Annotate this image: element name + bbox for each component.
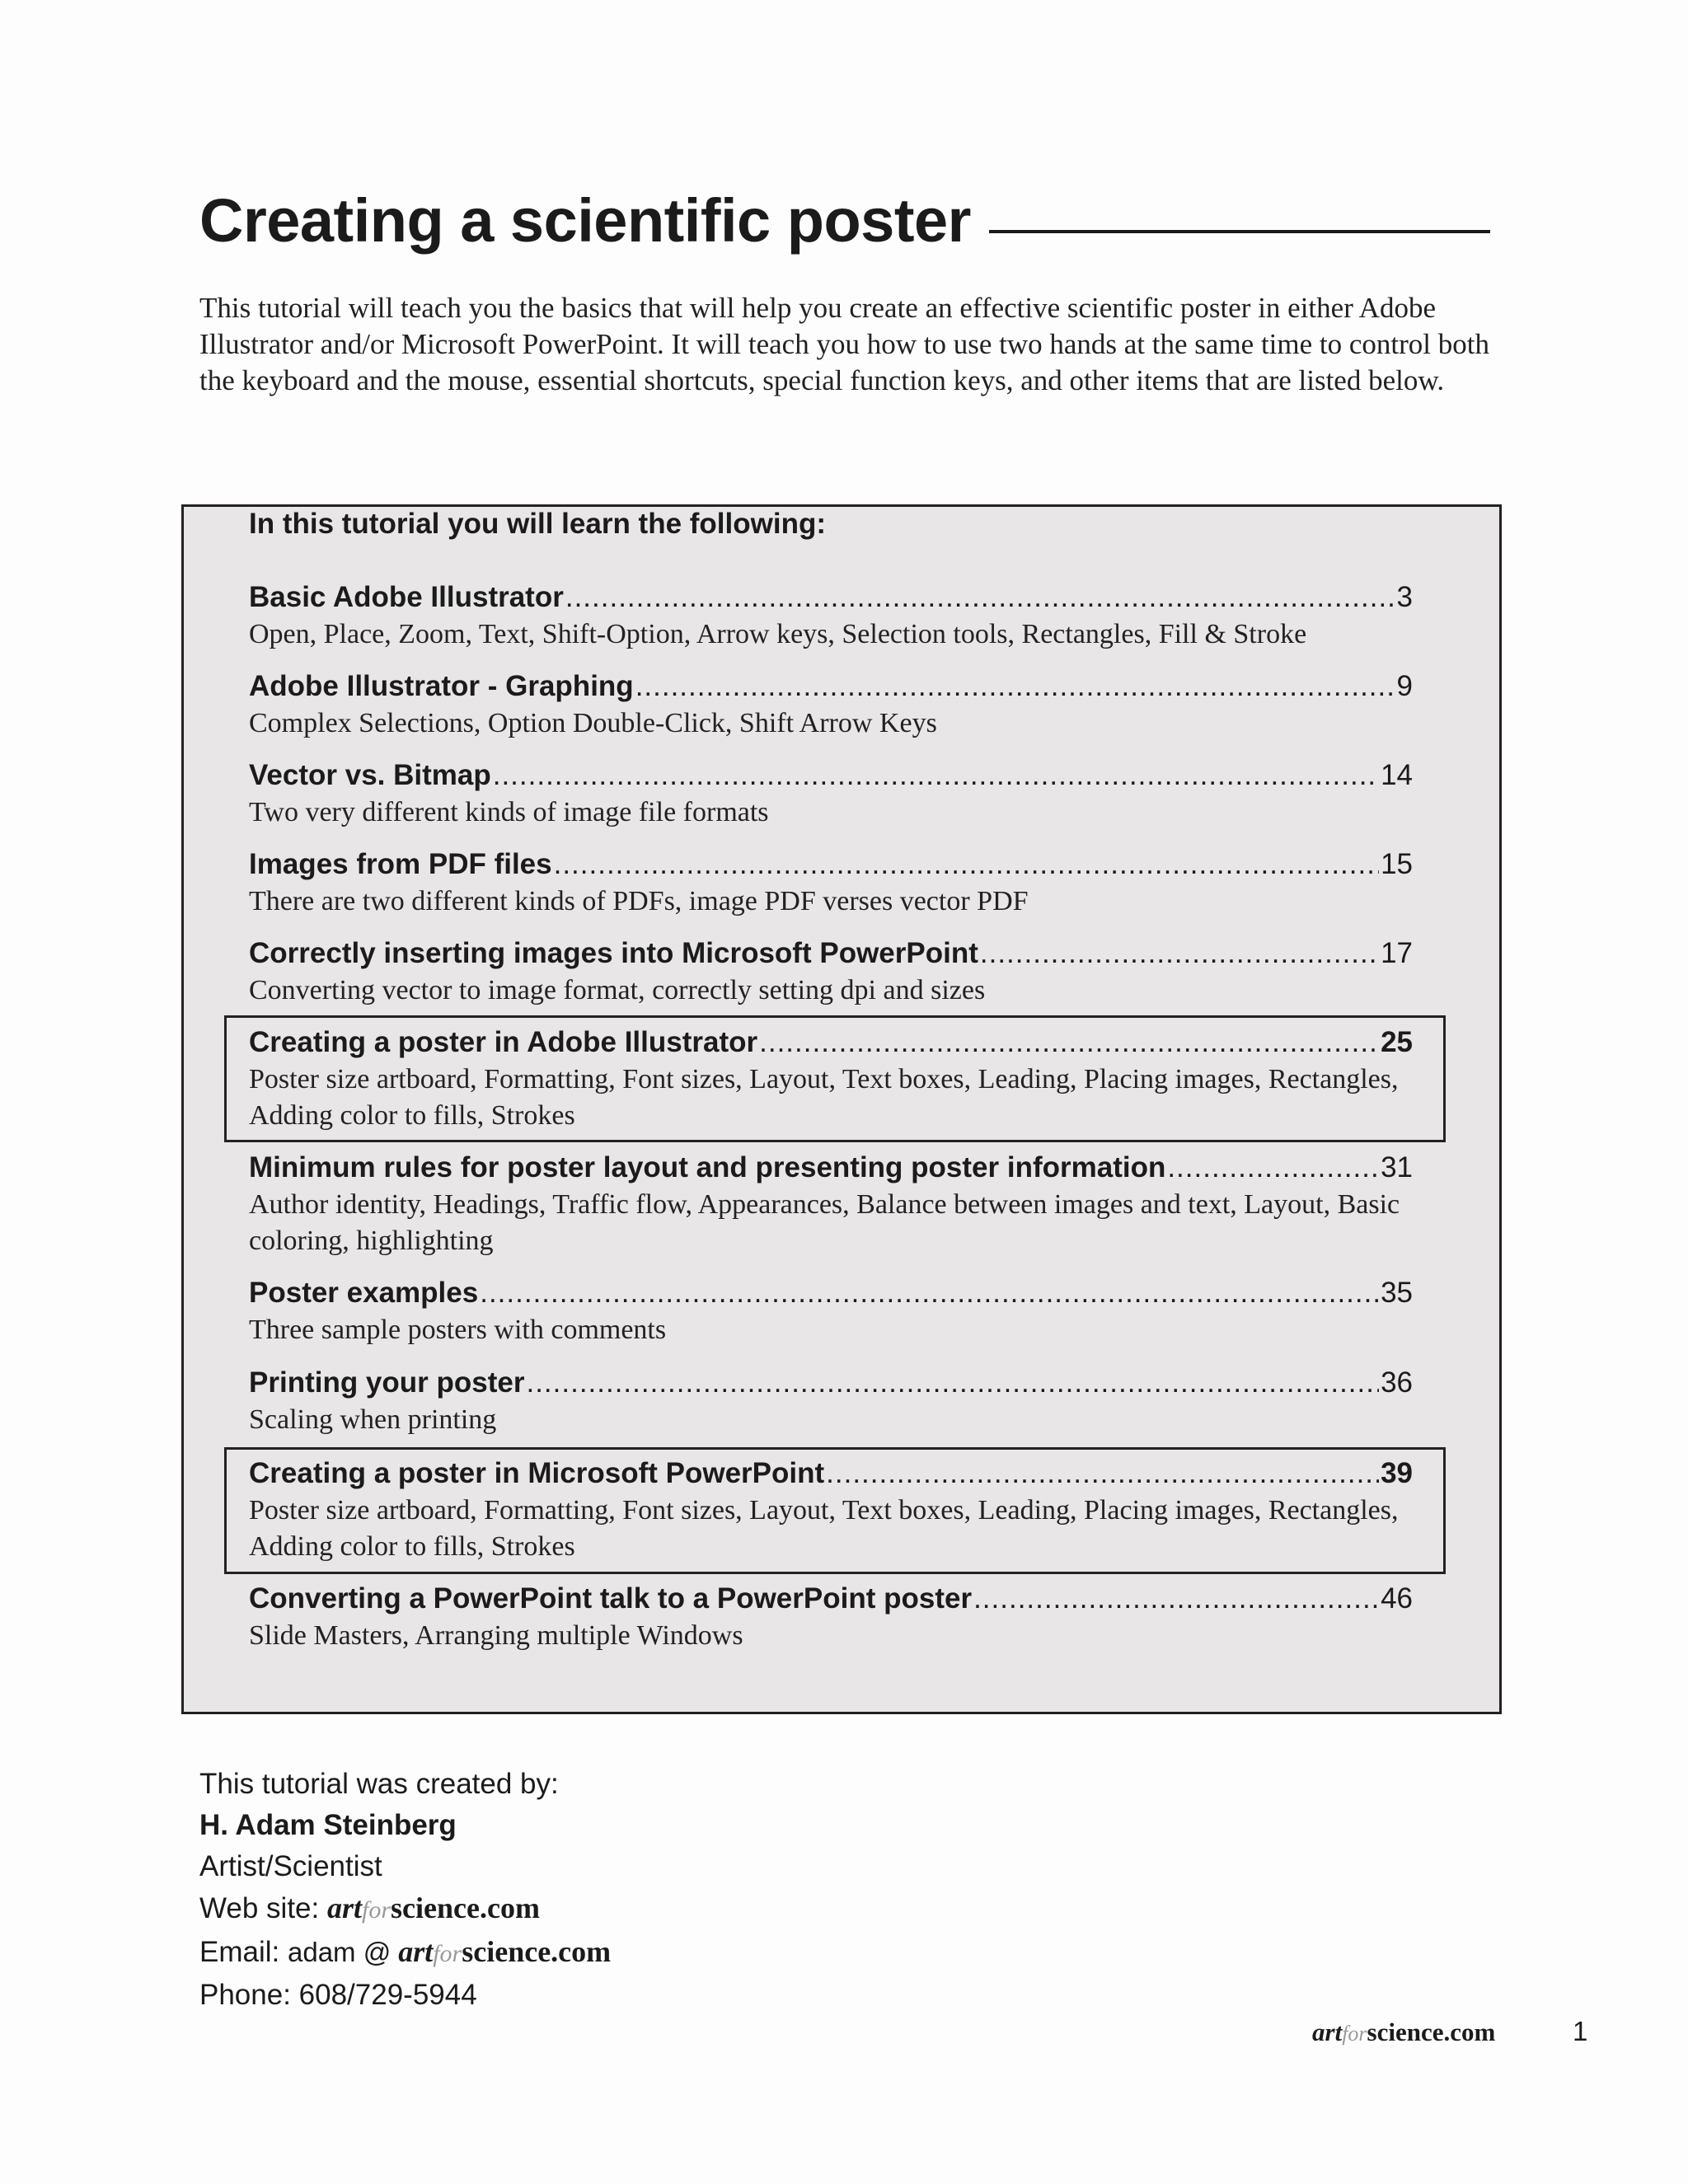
email-line [199,1931,611,1975]
logo-science: science.com [391,1891,540,1924]
toc-entry [249,1274,1413,1348]
title-row [199,183,1490,257]
toc-entry-desc: Slide Masters, Arranging multiple Windows [249,1620,743,1651]
page-number: 1 [1573,2016,1588,2046]
credits [199,1764,611,2016]
toc-leader [554,846,1379,883]
toc-leader [635,668,1395,705]
toc-leader [480,1274,1379,1312]
toc-entry-page: 17 [1381,937,1413,969]
toc-leader [973,1580,1379,1618]
toc-entry [249,1024,1413,1134]
toc-leader [826,1455,1379,1493]
intro-paragraph: This tutorial will teach you the basics that will help you create an effective scientific poster in either Adobe Illustrator and/or Microsoft PowerPoint. It will teach you how to use two hands at the same time to control both the keyboard and the mouse, essential shortcuts, special function keys, and other items that are listed below. [199,292,1490,396]
toc-entry-page: 39 [1381,1457,1413,1489]
toc-entry-page: 46 [1381,1582,1413,1615]
toc-entry [249,846,1413,920]
logo-art: art [326,1891,362,1924]
toc-entry-desc: Poster size artboard, Formatting, Font sizes, Layout, Text boxes, Leading, Placing images, Rectangles, Adding color to fills, Strokes [249,1495,1399,1562]
logo-for: for [1342,2022,1367,2046]
toc-leader [1167,1149,1379,1187]
footer-logo [1312,2018,1495,2047]
toc-leader [526,1364,1379,1402]
toc-entry-desc: Converting vector to image format, correctly setting dpi and sizes [249,975,986,1005]
toc-entry [249,935,1413,1009]
toc-leader [565,579,1395,616]
toc-entry-page: 31 [1381,1151,1413,1183]
toc-entry-page: 35 [1381,1277,1413,1309]
toc-entry-title: Correctly inserting images into Microsoft PowerPoint [249,937,978,969]
website-link[interactable] [327,1891,540,1924]
toc-entry-desc: Open, Place, Zoom, Text, Shift-Option, Arrow keys, Selection tools, Rectangles, Fill & Stroke [249,619,1307,649]
title-rule [989,230,1490,233]
toc-entry-desc: Complex Selections, Option Double-Click, Shift Arrow Keys [249,708,937,738]
toc-entry-page: 3 [1396,581,1413,613]
toc-entry-desc: Two very different kinds of image file formats [249,797,769,827]
toc-entry [249,668,1413,742]
toc-entry-page: 25 [1381,1026,1413,1058]
toc-entry-page: 14 [1381,759,1413,791]
toc-entry [249,1364,1413,1438]
toc-entry-title: Poster examples [249,1277,479,1309]
toc-entry-desc: Scaling when printing [249,1404,497,1435]
toc-entry-title: Printing your poster [249,1366,525,1399]
toc-entry [249,1455,1413,1565]
toc-leader [493,757,1379,794]
logo-art: art [1312,2018,1343,2046]
toc-entry-title: Vector vs. Bitmap [249,759,491,791]
toc-entry [249,757,1413,831]
toc-entry-title: Creating a poster in Adobe Illustrator [249,1026,758,1058]
toc-entry [249,1149,1413,1259]
toc-entry-page: 15 [1381,848,1413,880]
toc-entry-desc: Poster size artboard, Formatting, Font sizes, Layout, Text boxes, Leading, Placing images, Rectangles, Adding color to fills, Strokes [249,1064,1399,1131]
logo-for: for [362,1896,392,1924]
page-title: Creating a scientific poster [199,185,971,255]
logo-for: for [433,1940,462,1967]
toc-entry-title: Creating a poster in Microsoft PowerPoint [249,1457,825,1489]
toc-entry-page: 36 [1381,1366,1413,1399]
logo-science: science.com [462,1935,612,1968]
toc-heading: In this tutorial you will learn the following: [249,508,826,540]
toc-entry [249,579,1413,653]
author-name: H. Adam Steinberg [199,1809,457,1841]
credits-created-by: This tutorial was created by: [199,1768,559,1800]
toc-entry-desc: Author identity, Headings, Traffic flow, Appearances, Balance between images and text, Layout, Basic coloring, highlighting [249,1189,1400,1256]
logo-science: science.com [1367,2018,1496,2046]
toc-entry [249,1580,1413,1654]
toc-entry-desc: Three sample posters with comments [249,1315,667,1345]
toc-entry-title: Basic Adobe Illustrator [249,581,564,613]
toc-leader [980,935,1379,972]
toc-entry-page: 9 [1396,670,1413,702]
logo-art: art [398,1935,434,1968]
toc-entry-desc: There are two different kinds of PDFs, image PDF verses vector PDF [249,886,1029,916]
email-label: Email: [199,1936,280,1968]
website-line [199,1887,611,1931]
toc-entry-title: Images from PDF files [249,848,552,880]
toc-entry-title: Converting a PowerPoint talk to a PowerPoint poster [249,1582,973,1615]
author-role: Artist/Scientist [199,1850,382,1882]
email-link[interactable] [288,1935,611,1968]
phone-line: Phone: 608/729-5944 [199,1979,477,2011]
website-label: Web site: [199,1892,320,1924]
toc-entry-title: Minimum rules for poster layout and presenting poster information [249,1151,1166,1183]
email-user: adam @ [287,1937,392,1967]
toc-entry-title: Adobe Illustrator - Graphing [249,670,634,702]
toc-leader [759,1024,1379,1062]
